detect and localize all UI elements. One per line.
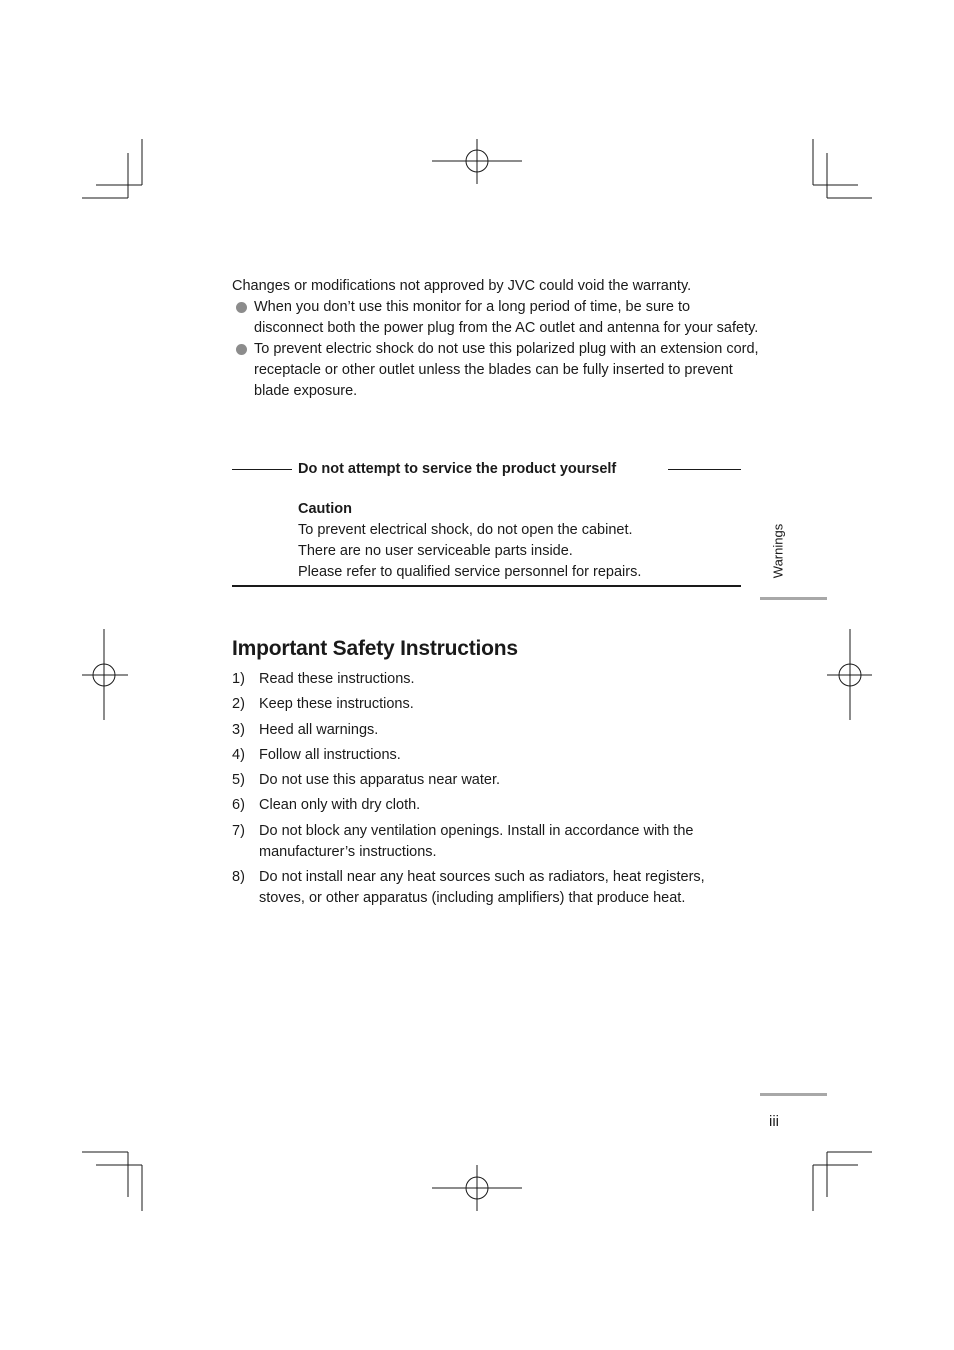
side-tab-bar [760,597,827,600]
service-rule-bottom [232,585,741,587]
item-text: Heed all warnings. [259,721,379,738]
intro-section [232,276,759,402]
bullet-text: To prevent electric shock do not use this polarized plug with an extension cord, receptacle or other outlet unless the blades can be fully inserted to prevent blade exposure. [254,341,759,399]
service-heading: Do not attempt to service the product yourself [298,461,617,477]
item-number: 1) [232,671,245,687]
caution-line: Please refer to qualified service personnel for repairs. [298,564,642,580]
item-number: 6) [232,797,245,814]
item-number: 2) [232,696,245,713]
list-item [232,669,752,690]
caution-title: Caution [298,501,352,517]
item-number: 8) [232,869,245,886]
item-number: 7) [232,822,245,839]
list-item [232,745,752,766]
item-number: 5) [232,772,245,789]
bullet-dot-icon [236,302,247,313]
item-text: Clean only with dry cloth. [259,797,421,814]
list-item [232,867,752,909]
item-number: 3) [232,721,245,738]
service-rule-left [232,469,292,470]
bullet-dot-icon [236,344,247,355]
item-text: Read these instructions. [259,671,415,687]
item-text: Follow all instructions. [259,746,401,763]
list-item [232,821,752,863]
section-title: Important Safety Instructions [232,637,518,660]
item-number: 4) [232,746,245,763]
item-text: Keep these instructions. [259,696,414,713]
bullet-item [236,297,759,339]
service-rule-right [668,469,741,470]
warranty-note: Changes or modifications not approved by JVC could void the warranty. [232,278,692,294]
list-item [232,694,752,715]
footer-tab-bar [760,1093,827,1096]
bullet-text: When you don’t use this monitor for a long period of time, be sure to disconnect both the power plug from the AC outlet and antenna for your safety. [254,299,759,336]
list-item [232,770,752,791]
caution-line: To prevent electrical shock, do not open the cabinet. [298,522,633,538]
page-number: iii [769,1113,779,1130]
item-text: Do not install near any heat sources such as radiators, heat registers, stoves, or other apparatus (including amplifiers) that produce heat. [259,869,705,907]
caution-line: There are no user serviceable parts inside. [298,543,573,559]
item-text: Do not use this apparatus near water. [259,772,501,789]
item-text: Do not block any ventilation openings. Install in accordance with the manufacturer’s instructions. [259,822,694,860]
caution-block [298,499,641,583]
safety-list [232,669,752,913]
list-item [232,720,752,741]
list-item [232,795,752,816]
bullet-item [236,339,759,402]
side-tab-label: Warnings [770,523,786,579]
